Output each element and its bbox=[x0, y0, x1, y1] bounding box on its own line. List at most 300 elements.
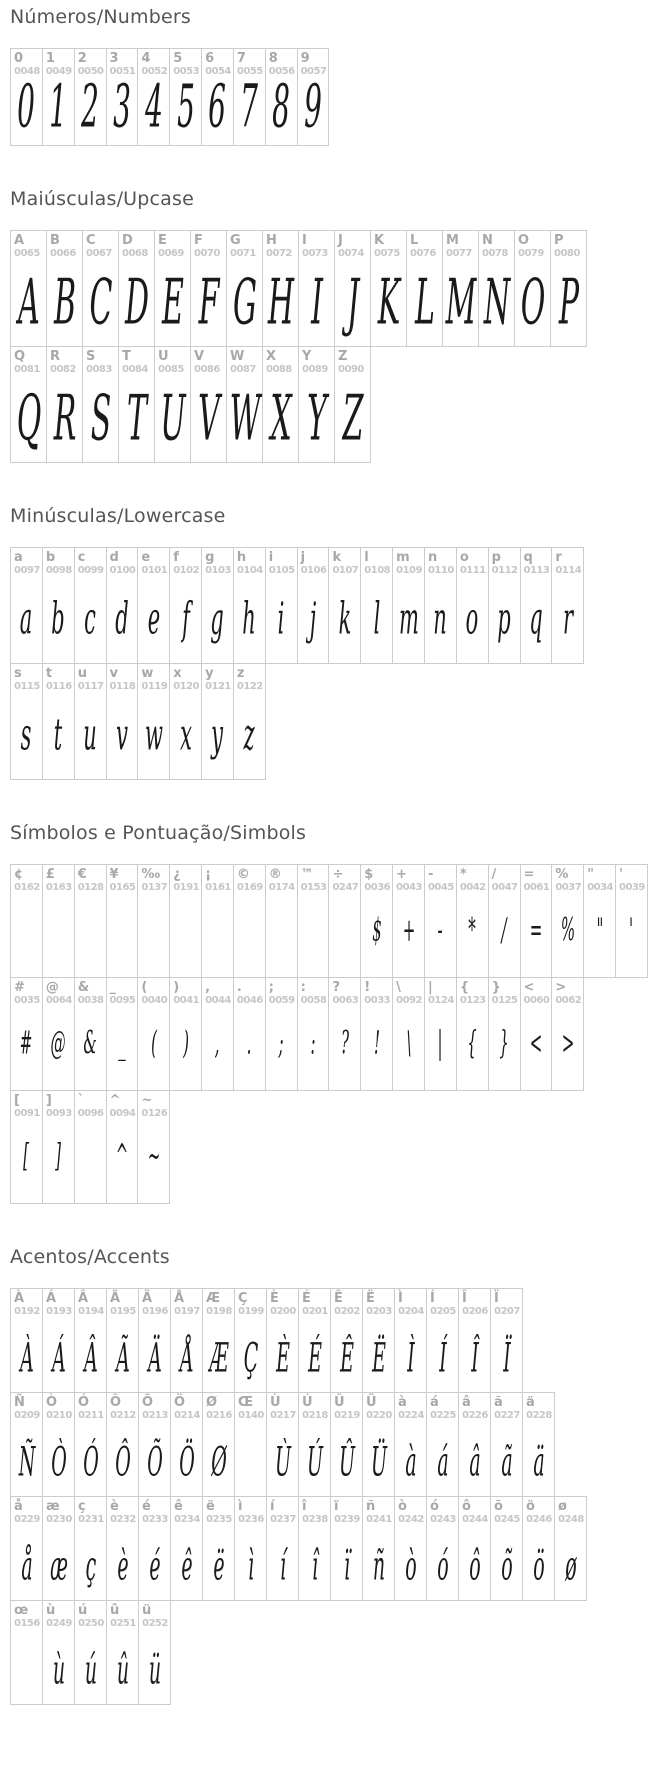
unicode-code: 0091 bbox=[14, 1108, 40, 1119]
cell-head bbox=[335, 231, 370, 260]
cell-head bbox=[234, 664, 265, 693]
char-cell-0165 bbox=[106, 864, 139, 978]
unicode-code: 0071 bbox=[230, 248, 256, 259]
cell-head bbox=[267, 1289, 298, 1318]
glyph-box bbox=[361, 1007, 392, 1090]
reference-char: ç bbox=[78, 1499, 86, 1514]
char-cell-0109 bbox=[392, 547, 425, 664]
cell-head bbox=[299, 1289, 330, 1318]
cell-head bbox=[11, 1497, 42, 1526]
char-cell-0100 bbox=[106, 547, 139, 664]
reference-char: 9 bbox=[300, 51, 310, 66]
glyph-box bbox=[11, 72, 42, 145]
reference-char: o bbox=[459, 550, 469, 565]
unicode-code: 0119 bbox=[141, 681, 168, 692]
cell-head bbox=[491, 1289, 522, 1318]
unicode-code: 0062 bbox=[555, 995, 582, 1006]
unicode-code: 0191 bbox=[173, 882, 200, 893]
cell-head bbox=[395, 1393, 426, 1422]
cell-head bbox=[138, 865, 169, 894]
glyph-box bbox=[234, 72, 265, 145]
reference-char: e bbox=[141, 550, 151, 565]
char-cell-0101 bbox=[137, 547, 170, 664]
char-cell-0035 bbox=[10, 977, 43, 1091]
char-cell-0245 bbox=[490, 1496, 523, 1601]
reference-char: á bbox=[430, 1395, 439, 1410]
unicode-code: 0089 bbox=[302, 364, 328, 375]
reference-char: X bbox=[266, 349, 277, 364]
cell-head bbox=[75, 1497, 106, 1526]
char-cell-0191 bbox=[169, 864, 202, 978]
cell-head bbox=[361, 865, 392, 894]
unicode-code: 0065 bbox=[14, 248, 40, 259]
unicode-code: 0209 bbox=[14, 1410, 40, 1421]
glyph-box bbox=[107, 577, 138, 663]
cell-head bbox=[335, 347, 370, 376]
unicode-code: 0104 bbox=[236, 565, 263, 576]
glyph-box bbox=[43, 1526, 74, 1600]
char-cell-0120 bbox=[169, 663, 202, 780]
unicode-code: 0224 bbox=[398, 1410, 424, 1421]
cell-head bbox=[395, 1289, 426, 1318]
reference-char: } bbox=[491, 980, 501, 995]
reference-char: Â bbox=[78, 1291, 89, 1306]
glyph-box bbox=[298, 72, 329, 145]
cell-head bbox=[555, 1497, 586, 1526]
unicode-code: 0109 bbox=[396, 565, 422, 576]
font-glyph: 3 bbox=[113, 72, 131, 142]
cell-head bbox=[331, 1393, 362, 1422]
reference-char: 8 bbox=[268, 51, 278, 66]
reference-char: ù bbox=[46, 1603, 56, 1618]
cell-head bbox=[139, 1393, 170, 1422]
reference-char: M bbox=[446, 233, 459, 248]
reference-char: ¿ bbox=[173, 867, 181, 882]
unicode-code: 0050 bbox=[77, 66, 104, 77]
unicode-code: 0137 bbox=[141, 882, 168, 893]
glyph-box bbox=[515, 260, 550, 346]
reference-char: E bbox=[158, 233, 167, 248]
char-cell-0122 bbox=[233, 663, 266, 780]
reference-char: d bbox=[109, 550, 119, 565]
unicode-code: 0046 bbox=[236, 995, 263, 1006]
glyph-box bbox=[11, 894, 42, 977]
cell-head bbox=[298, 548, 329, 577]
font-glyph: Ö bbox=[178, 1438, 195, 1486]
cell-head bbox=[75, 548, 106, 577]
glyph-box bbox=[331, 1318, 362, 1392]
font-glyph: Û bbox=[338, 1438, 355, 1486]
glyph-box bbox=[329, 577, 360, 663]
char-cell-0039 bbox=[615, 864, 648, 978]
unicode-code: 0113 bbox=[523, 565, 550, 576]
glyph-box bbox=[331, 1526, 362, 1600]
char-cell-0205 bbox=[426, 1288, 459, 1393]
font-glyph: > bbox=[561, 1025, 575, 1063]
glyph-box bbox=[266, 577, 297, 663]
glyph-box bbox=[43, 1007, 74, 1090]
unicode-code: 0248 bbox=[558, 1514, 584, 1525]
unicode-code: 0041 bbox=[173, 995, 200, 1006]
cell-head bbox=[457, 978, 488, 1007]
reference-char: + bbox=[396, 867, 408, 882]
cell-head bbox=[427, 1393, 458, 1422]
char-cell-0081 bbox=[10, 346, 47, 463]
char-cell-0115 bbox=[10, 663, 43, 780]
reference-char: € bbox=[77, 867, 87, 882]
unicode-code: 0056 bbox=[268, 66, 295, 77]
font-glyph: Ú bbox=[306, 1438, 323, 1486]
reference-char: * bbox=[459, 867, 467, 882]
char-cell-0076 bbox=[406, 230, 443, 347]
char-cell-0106 bbox=[297, 547, 330, 664]
char-cell-0036 bbox=[360, 864, 393, 978]
cell-head bbox=[234, 978, 265, 1007]
reference-char: ä bbox=[526, 1395, 535, 1410]
reference-char: z bbox=[236, 666, 245, 681]
font-glyph: É bbox=[307, 1334, 322, 1382]
glyph-box bbox=[267, 1422, 298, 1496]
font-glyph: , bbox=[215, 1025, 220, 1063]
font-glyph: t bbox=[54, 708, 63, 761]
glyph-box bbox=[298, 894, 329, 977]
reference-char: ` bbox=[77, 1093, 85, 1108]
cell-head bbox=[443, 231, 478, 260]
cell-head bbox=[363, 1393, 394, 1422]
font-glyph: Æ bbox=[208, 1334, 229, 1382]
char-cell-0047 bbox=[488, 864, 521, 978]
font-glyph: S bbox=[90, 381, 111, 456]
reference-char: Í bbox=[430, 1291, 435, 1306]
glyph-box bbox=[75, 1120, 106, 1203]
char-cell-0065 bbox=[10, 230, 47, 347]
unicode-code: 0116 bbox=[45, 681, 72, 692]
glyph-box bbox=[427, 1422, 458, 1496]
cell-head bbox=[551, 231, 586, 260]
unicode-code: 0108 bbox=[364, 565, 391, 576]
cell-head bbox=[171, 1497, 202, 1526]
cell-head bbox=[107, 1289, 138, 1318]
unicode-code: 0044 bbox=[205, 995, 231, 1006]
glyph-box bbox=[361, 894, 392, 977]
glyph-box bbox=[427, 1318, 458, 1392]
glyph-box bbox=[425, 577, 456, 663]
unicode-code: 0236 bbox=[238, 1514, 264, 1525]
unicode-code: 0194 bbox=[78, 1306, 104, 1317]
font-glyph: D bbox=[124, 265, 149, 340]
font-glyph: Õ bbox=[146, 1438, 163, 1486]
unicode-code: 0057 bbox=[300, 66, 327, 77]
cell-head bbox=[427, 1289, 458, 1318]
cell-head bbox=[203, 1497, 234, 1526]
glyph-box bbox=[75, 577, 106, 663]
reference-char: à bbox=[398, 1395, 407, 1410]
cell-head bbox=[43, 978, 74, 1007]
font-glyph: c bbox=[84, 592, 96, 645]
cell-head bbox=[459, 1497, 490, 1526]
glyph-box bbox=[75, 1318, 106, 1392]
font-glyph: P bbox=[558, 265, 579, 340]
cell-head bbox=[75, 664, 106, 693]
glyph-box bbox=[155, 260, 190, 346]
reference-char: D bbox=[122, 233, 133, 248]
char-cell-0092 bbox=[392, 977, 425, 1091]
font-glyph: _ bbox=[118, 1025, 126, 1063]
font-glyph: : bbox=[310, 1025, 316, 1063]
reference-char: õ bbox=[494, 1499, 503, 1514]
font-glyph: õ bbox=[500, 1542, 513, 1590]
char-cell-0236 bbox=[234, 1496, 267, 1601]
reference-char: Ù bbox=[270, 1395, 281, 1410]
glyph-box bbox=[139, 1318, 170, 1392]
reference-char: [ bbox=[14, 1093, 20, 1108]
char-cell-0078 bbox=[478, 230, 515, 347]
char-cell-0232 bbox=[106, 1496, 139, 1601]
cell-head bbox=[202, 978, 233, 1007]
char-cell-0125 bbox=[488, 977, 521, 1091]
unicode-code: 0053 bbox=[173, 66, 200, 77]
unicode-code: 0237 bbox=[270, 1514, 296, 1525]
char-cell-0107 bbox=[328, 547, 361, 664]
char-cell-0206 bbox=[458, 1288, 491, 1393]
char-cell-0066 bbox=[46, 230, 83, 347]
char-cell-0049 bbox=[42, 48, 75, 146]
char-cell-0229 bbox=[10, 1496, 43, 1601]
unicode-code: 0036 bbox=[364, 882, 391, 893]
font-glyph: ) bbox=[182, 1025, 189, 1063]
reference-char: è bbox=[110, 1499, 119, 1514]
char-cell-0161 bbox=[201, 864, 234, 978]
reference-char: Á bbox=[46, 1291, 57, 1306]
font-glyph: f bbox=[181, 592, 190, 645]
reference-char: | bbox=[427, 980, 433, 995]
font-glyph: ê bbox=[180, 1542, 193, 1590]
unicode-code: 0060 bbox=[523, 995, 550, 1006]
cell-head bbox=[170, 865, 201, 894]
char-cell-0093 bbox=[42, 1090, 75, 1204]
cell-head bbox=[393, 548, 424, 577]
unicode-code: 0084 bbox=[122, 364, 148, 375]
char-cell-0085 bbox=[154, 346, 191, 463]
unicode-code: 0081 bbox=[14, 364, 40, 375]
glyph-box bbox=[107, 1318, 138, 1392]
glyph-box bbox=[155, 376, 190, 462]
reference-char: k bbox=[332, 550, 342, 565]
reference-char: % bbox=[555, 867, 569, 882]
char-cell-0117 bbox=[74, 663, 107, 780]
glyph-box bbox=[521, 1007, 552, 1090]
font-glyph: % bbox=[560, 912, 575, 950]
unicode-code: 0100 bbox=[109, 565, 136, 576]
cell-head bbox=[523, 1497, 554, 1526]
unicode-code: 0074 bbox=[338, 248, 364, 259]
reference-char: ¡ bbox=[205, 867, 211, 882]
font-glyph: ì bbox=[247, 1542, 254, 1590]
reference-char: 0 bbox=[14, 51, 24, 66]
cell-head bbox=[427, 1497, 458, 1526]
font-glyph: V bbox=[197, 381, 220, 456]
glyph-box bbox=[298, 577, 329, 663]
section-lower bbox=[10, 505, 655, 780]
font-glyph: T bbox=[126, 381, 147, 456]
glyph-box bbox=[170, 577, 201, 663]
reference-char: ; bbox=[268, 980, 274, 995]
font-glyph: \ bbox=[406, 1025, 412, 1063]
font-glyph: È bbox=[275, 1334, 290, 1382]
reference-char: ( bbox=[141, 980, 148, 995]
font-glyph: Í bbox=[438, 1334, 447, 1382]
char-cell-0218 bbox=[298, 1392, 331, 1497]
glyph-box bbox=[138, 693, 169, 779]
char-cell-0194 bbox=[74, 1288, 107, 1393]
reference-char: ¢ bbox=[14, 867, 24, 882]
cell-head bbox=[11, 1393, 42, 1422]
font-glyph: y bbox=[211, 708, 224, 761]
font-glyph: W bbox=[229, 381, 260, 456]
cell-head bbox=[263, 231, 298, 260]
section-symbols bbox=[10, 822, 655, 1204]
font-glyph: Ä bbox=[147, 1334, 162, 1382]
reference-char: ? bbox=[332, 980, 340, 995]
unicode-code: 0093 bbox=[45, 1108, 72, 1119]
char-cell-0095 bbox=[106, 977, 139, 1091]
glyph-box bbox=[107, 1422, 138, 1496]
cell-head bbox=[425, 865, 456, 894]
glyph-box bbox=[83, 260, 118, 346]
reference-char: ] bbox=[45, 1093, 52, 1108]
unicode-code: 0220 bbox=[366, 1410, 392, 1421]
font-glyph: . bbox=[246, 1025, 252, 1063]
cell-head bbox=[47, 347, 82, 376]
glyph-box bbox=[521, 577, 552, 663]
reference-char: Ò bbox=[46, 1395, 58, 1410]
unicode-code: 0070 bbox=[194, 248, 220, 259]
cell-head bbox=[299, 231, 334, 260]
unicode-code: 0214 bbox=[174, 1410, 200, 1421]
font-glyph: Ç bbox=[243, 1334, 258, 1382]
reference-char: B bbox=[50, 233, 60, 248]
glyph-box bbox=[491, 1422, 522, 1496]
unicode-code: 0067 bbox=[86, 248, 112, 259]
unicode-code: 0239 bbox=[334, 1514, 360, 1525]
cell-head bbox=[11, 548, 42, 577]
char-cell-0070 bbox=[190, 230, 227, 347]
char-cell-0073 bbox=[298, 230, 335, 347]
reference-char: ÷ bbox=[332, 867, 344, 882]
cell-head bbox=[107, 1497, 138, 1526]
glyph-box bbox=[363, 1422, 394, 1496]
char-cell-0069 bbox=[154, 230, 191, 347]
reference-char: u bbox=[77, 666, 87, 681]
glyph-box bbox=[235, 1318, 266, 1392]
glyph-box bbox=[191, 260, 226, 346]
reference-char: Q bbox=[14, 349, 26, 364]
cell-head bbox=[234, 548, 265, 577]
unicode-code: 0078 bbox=[482, 248, 508, 259]
char-cell-0137 bbox=[137, 864, 170, 978]
unicode-code: 0034 bbox=[587, 882, 614, 893]
reference-char: È bbox=[270, 1291, 279, 1306]
font-glyph: ü bbox=[148, 1646, 161, 1694]
char-cell-0247 bbox=[328, 864, 361, 978]
reference-char: ‰ bbox=[141, 867, 161, 882]
font-glyph: Z bbox=[342, 381, 363, 456]
reference-char: " bbox=[587, 867, 594, 882]
font-glyph: x bbox=[179, 708, 192, 761]
font-glyph: 8 bbox=[272, 72, 291, 142]
unicode-code: 0038 bbox=[77, 995, 104, 1006]
glyph-box bbox=[107, 1007, 138, 1090]
font-glyph: = bbox=[529, 912, 543, 950]
unicode-code: 0218 bbox=[302, 1410, 328, 1421]
cell-head bbox=[138, 548, 169, 577]
font-glyph: í bbox=[279, 1542, 286, 1590]
cell-head bbox=[457, 548, 488, 577]
glyph-box bbox=[551, 260, 586, 346]
glyph-box bbox=[43, 894, 74, 977]
font-glyph: ú bbox=[84, 1646, 97, 1694]
reference-char: œ bbox=[14, 1603, 29, 1618]
char-row bbox=[10, 977, 655, 1091]
font-glyph: 4 bbox=[144, 72, 163, 142]
glyph-box bbox=[371, 260, 406, 346]
char-cell-0068 bbox=[118, 230, 155, 347]
font-glyph: I bbox=[310, 265, 323, 340]
glyph-box bbox=[266, 1007, 297, 1090]
cell-head bbox=[171, 1289, 202, 1318]
char-cell-0051 bbox=[106, 48, 139, 146]
cell-head bbox=[11, 865, 42, 894]
cell-head bbox=[298, 865, 329, 894]
font-glyph: m bbox=[398, 592, 419, 645]
unicode-code: 0080 bbox=[554, 248, 580, 259]
char-row bbox=[10, 48, 655, 146]
char-cell-0156 bbox=[10, 1600, 43, 1705]
unicode-code: 0210 bbox=[46, 1410, 72, 1421]
char-row bbox=[10, 663, 655, 780]
char-cell-0083 bbox=[82, 346, 119, 463]
font-glyph: G bbox=[232, 265, 257, 340]
cell-head bbox=[170, 548, 201, 577]
reference-char: í bbox=[270, 1499, 275, 1514]
unicode-code: 0207 bbox=[494, 1306, 520, 1317]
reference-char: ¥ bbox=[109, 867, 119, 882]
font-glyph: Ó bbox=[82, 1438, 99, 1486]
unicode-code: 0199 bbox=[238, 1306, 264, 1317]
glyph-box bbox=[107, 1630, 138, 1704]
cell-head bbox=[331, 1289, 362, 1318]
glyph-box bbox=[584, 894, 615, 977]
glyph-box bbox=[521, 894, 552, 977]
glyph-box bbox=[552, 894, 583, 977]
glyph-box bbox=[107, 894, 138, 977]
font-glyph: 0 bbox=[17, 72, 36, 142]
cell-head bbox=[393, 978, 424, 1007]
glyph-box bbox=[43, 1120, 74, 1203]
char-cell-0192 bbox=[10, 1288, 43, 1393]
font-glyph: ! bbox=[373, 1025, 380, 1063]
unicode-code: 0063 bbox=[332, 995, 359, 1006]
unicode-code: 0233 bbox=[142, 1514, 168, 1525]
reference-char: ò bbox=[398, 1499, 407, 1514]
font-glyph: $ bbox=[371, 912, 382, 950]
reference-char: b bbox=[45, 550, 56, 565]
glyph-box bbox=[457, 1007, 488, 1090]
char-cell-0246 bbox=[522, 1496, 555, 1601]
reference-char: { bbox=[459, 980, 470, 995]
glyph-box bbox=[299, 376, 334, 462]
unicode-code: 0230 bbox=[46, 1514, 72, 1525]
